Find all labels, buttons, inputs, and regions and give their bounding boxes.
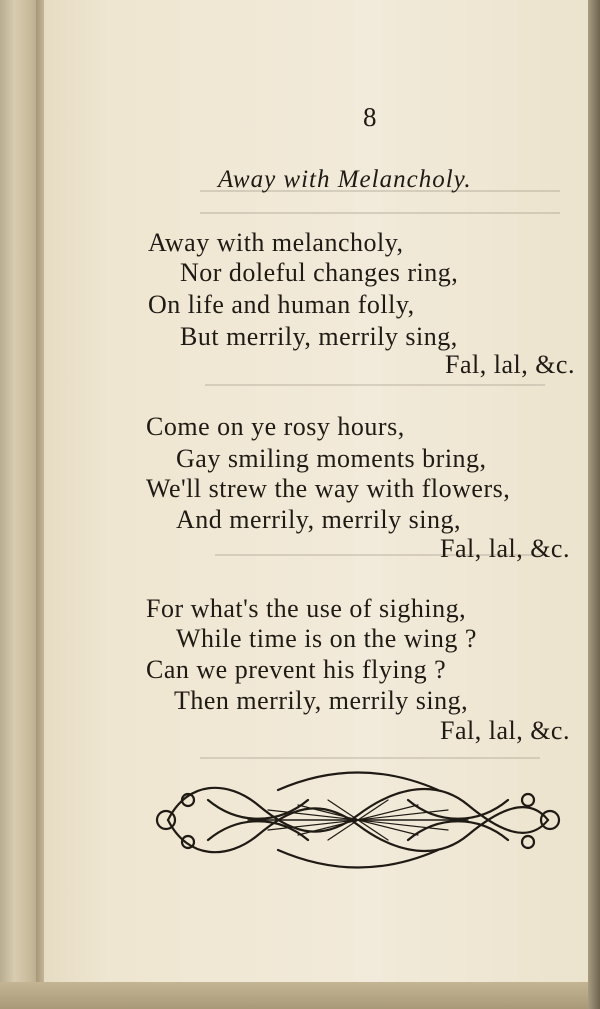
stanza-2-line-1: Come on ye rosy hours, <box>146 412 405 441</box>
poem-title: Away with Melancholy. <box>218 166 472 193</box>
stanza-3-line-2: While time is on the wing ? <box>176 624 477 653</box>
stanza-1-line-2: Nor doleful changes ring, <box>180 258 459 287</box>
stanza-2-line-4: And merrily, merrily sing, <box>176 505 461 534</box>
stanza-1-line-4: But merrily, merrily sing, <box>180 322 458 351</box>
stanza-1-line-1: Away with melancholy, <box>148 228 404 257</box>
show-through-4 <box>200 745 540 759</box>
stanza-2-line-2: Gay smiling moments bring, <box>176 444 487 473</box>
stanza-3-refrain: Fal, lal, &c. <box>440 716 570 745</box>
page-right-edge <box>588 0 600 1009</box>
stanza-3-line-1: For what's the use of sighing, <box>146 594 467 623</box>
stanza-1-refrain: Fal, lal, &c. <box>445 350 575 379</box>
stanza-3-line-3: Can we prevent his flying ? <box>146 655 447 684</box>
page-number: 8 <box>363 102 377 132</box>
stanza-2-line-3: We'll strew the way with flowers, <box>146 474 511 503</box>
stanza-3-line-4: Then merrily, merrily sing, <box>174 686 469 715</box>
stanza-1-line-3: On life and human folly, <box>148 290 415 319</box>
calligraphic-ornament-icon <box>148 760 568 870</box>
stanza-2-refrain: Fal, lal, &c. <box>440 534 570 563</box>
page-bottom-edge <box>0 982 600 1009</box>
